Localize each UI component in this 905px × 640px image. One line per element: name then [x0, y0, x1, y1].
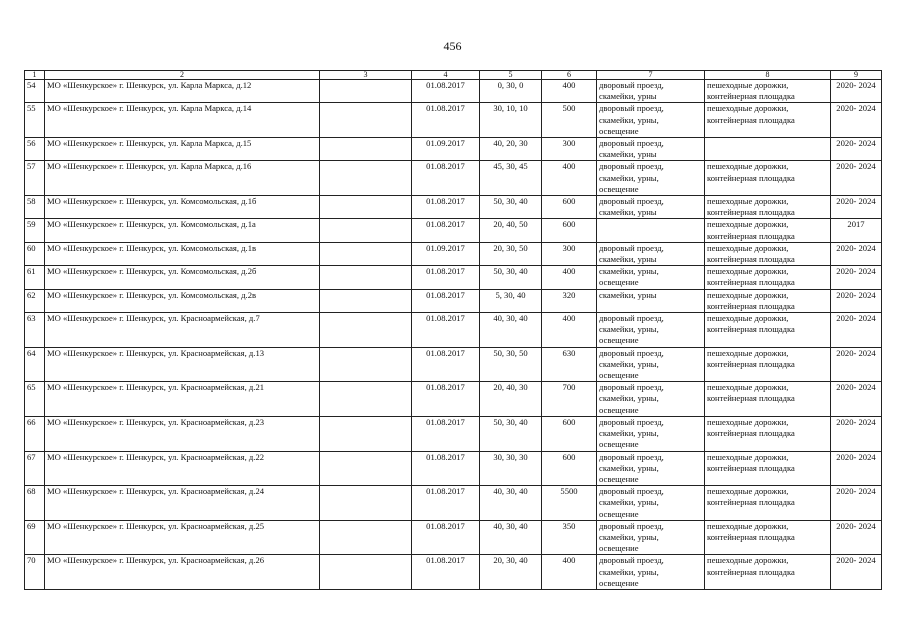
table-row	[25, 313, 882, 348]
column-3-cell	[320, 451, 412, 486]
works-list-1-cell: дворовый проезд, скамейки, урны	[597, 138, 705, 161]
period-cell: 2020- 2024	[831, 313, 882, 348]
table-row	[25, 219, 882, 242]
works-list-2-cell: пешеходные дорожки, контейнерная площадка	[705, 219, 831, 242]
table-row	[25, 451, 882, 486]
date-cell: 01.08.2017	[412, 382, 480, 417]
row-number: 56	[25, 138, 45, 161]
address-cell: МО «Шенкурское» г. Шенкурск, ул. Красноармейская, д.22	[45, 451, 320, 486]
area-cell: 700	[542, 382, 597, 417]
works-list-1-cell: дворовый проезд, скамейки, урны	[597, 196, 705, 219]
row-number: 57	[25, 161, 45, 196]
table-row	[25, 242, 882, 265]
area-cell: 600	[542, 451, 597, 486]
column-3-cell	[320, 347, 412, 382]
date-cell: 01.08.2017	[412, 80, 480, 103]
dimensions-cell: 50, 30, 40	[480, 266, 542, 289]
dimensions-cell: 40, 20, 30	[480, 138, 542, 161]
works-list-2-cell: пешеходные дорожки, контейнерная площадка	[705, 486, 831, 521]
works-list-2-cell: пешеходные дорожки, контейнерная площадка	[705, 347, 831, 382]
column-3-cell	[320, 555, 412, 590]
address-cell: МО «Шенкурское» г. Шенкурск, ул. Карла Маркса, д.15	[45, 138, 320, 161]
column-3-cell	[320, 313, 412, 348]
row-number: 59	[25, 219, 45, 242]
address-cell: МО «Шенкурское» г. Шенкурск, ул. Красноармейская, д.24	[45, 486, 320, 521]
address-cell: МО «Шенкурское» г. Шенкурск, ул. Карла Маркса, д.14	[45, 103, 320, 138]
dimensions-cell: 50, 30, 40	[480, 416, 542, 451]
column-header: 4	[412, 71, 480, 80]
area-cell: 600	[542, 219, 597, 242]
area-cell: 400	[542, 555, 597, 590]
date-cell: 01.08.2017	[412, 520, 480, 555]
row-number: 55	[25, 103, 45, 138]
row-number: 54	[25, 80, 45, 103]
dimensions-cell: 30, 30, 30	[480, 451, 542, 486]
date-cell: 01.09.2017	[412, 242, 480, 265]
column-header: 1	[25, 71, 45, 80]
dimensions-cell: 30, 10, 10	[480, 103, 542, 138]
area-cell: 600	[542, 416, 597, 451]
period-cell: 2020- 2024	[831, 555, 882, 590]
date-cell: 01.08.2017	[412, 161, 480, 196]
dimensions-cell: 50, 30, 50	[480, 347, 542, 382]
period-cell: 2020- 2024	[831, 266, 882, 289]
dimensions-cell: 40, 30, 40	[480, 313, 542, 348]
works-list-1-cell: дворовый проезд, скамейки, урны, освещение	[597, 555, 705, 590]
column-3-cell	[320, 289, 412, 312]
row-number: 63	[25, 313, 45, 348]
dimensions-cell: 20, 30, 50	[480, 242, 542, 265]
dimensions-cell: 50, 30, 40	[480, 196, 542, 219]
column-header: 7	[597, 71, 705, 80]
area-cell: 300	[542, 138, 597, 161]
table-row	[25, 266, 882, 289]
works-list-2-cell: пешеходные дорожки, контейнерная площадка	[705, 242, 831, 265]
area-cell: 350	[542, 520, 597, 555]
works-list-1-cell: дворовый проезд, скамейки, урны	[597, 80, 705, 103]
works-list-2-cell: пешеходные дорожки, контейнерная площадка	[705, 80, 831, 103]
row-number: 69	[25, 520, 45, 555]
date-cell: 01.08.2017	[412, 289, 480, 312]
address-cell: МО «Шенкурское» г. Шенкурск, ул. Красноармейская, д.21	[45, 382, 320, 417]
area-cell: 400	[542, 266, 597, 289]
row-number: 68	[25, 486, 45, 521]
table-row	[25, 382, 882, 417]
period-cell: 2020- 2024	[831, 347, 882, 382]
area-cell: 630	[542, 347, 597, 382]
works-list-2-cell: пешеходные дорожки, контейнерная площадка	[705, 520, 831, 555]
address-cell: МО «Шенкурское» г. Шенкурск, ул. Комсомольская, д.2в	[45, 289, 320, 312]
works-list-2-cell: пешеходные дорожки, контейнерная площадка	[705, 196, 831, 219]
period-cell: 2020- 2024	[831, 80, 882, 103]
dimensions-cell: 5, 30, 40	[480, 289, 542, 312]
works-list-2-cell: пешеходные дорожки, контейнерная площадка	[705, 313, 831, 348]
row-number: 62	[25, 289, 45, 312]
row-number: 70	[25, 555, 45, 590]
column-header: 8	[705, 71, 831, 80]
area-cell: 600	[542, 196, 597, 219]
works-list-1-cell: дворовый проезд, скамейки, урны, освещение	[597, 161, 705, 196]
period-cell: 2020- 2024	[831, 486, 882, 521]
date-cell: 01.08.2017	[412, 103, 480, 138]
dimensions-cell: 40, 30, 40	[480, 486, 542, 521]
period-cell: 2017	[831, 219, 882, 242]
address-cell: МО «Шенкурское» г. Шенкурск, ул. Комсомольская, д.1в	[45, 242, 320, 265]
row-number: 65	[25, 382, 45, 417]
table-row	[25, 161, 882, 196]
works-list-1-cell: дворовый проезд, скамейки, урны, освещение	[597, 347, 705, 382]
period-cell: 2020- 2024	[831, 520, 882, 555]
period-cell: 2020- 2024	[831, 289, 882, 312]
works-list-1-cell: дворовый проезд, скамейки, урны, освещение	[597, 382, 705, 417]
column-3-cell	[320, 196, 412, 219]
works-list-1-cell: скамейки, урны	[597, 289, 705, 312]
date-cell: 01.08.2017	[412, 555, 480, 590]
date-cell: 01.09.2017	[412, 138, 480, 161]
column-header: 6	[542, 71, 597, 80]
area-cell: 400	[542, 80, 597, 103]
area-cell: 300	[542, 242, 597, 265]
column-3-cell	[320, 266, 412, 289]
period-cell: 2020- 2024	[831, 451, 882, 486]
area-cell: 400	[542, 161, 597, 196]
table-row	[25, 196, 882, 219]
area-cell: 400	[542, 313, 597, 348]
dimensions-cell: 20, 30, 40	[480, 555, 542, 590]
period-cell: 2020- 2024	[831, 382, 882, 417]
table-row	[25, 80, 882, 103]
row-number: 58	[25, 196, 45, 219]
works-list-2-cell: пешеходные дорожки, контейнерная площадка	[705, 382, 831, 417]
date-cell: 01.08.2017	[412, 416, 480, 451]
table-row	[25, 416, 882, 451]
address-cell: МО «Шенкурское» г. Шенкурск, ул. Красноармейская, д.23	[45, 416, 320, 451]
works-list-2-cell: пешеходные дорожки, контейнерная площадка	[705, 555, 831, 590]
date-cell: 01.08.2017	[412, 196, 480, 219]
column-3-cell	[320, 80, 412, 103]
dimensions-cell: 20, 40, 30	[480, 382, 542, 417]
improvement-table	[24, 70, 882, 590]
works-list-1-cell: дворовый проезд, скамейки, урны, освещение	[597, 451, 705, 486]
date-cell: 01.08.2017	[412, 347, 480, 382]
row-number: 61	[25, 266, 45, 289]
table-row	[25, 138, 882, 161]
table-row	[25, 555, 882, 590]
works-list-1-cell: дворовый проезд, скамейки, урны, освещение	[597, 486, 705, 521]
address-cell: МО «Шенкурское» г. Шенкурск, ул. Красноармейская, д.7	[45, 313, 320, 348]
works-list-2-cell: пешеходные дорожки, контейнерная площадка	[705, 416, 831, 451]
column-3-cell	[320, 486, 412, 521]
column-3-cell	[320, 520, 412, 555]
column-3-cell	[320, 219, 412, 242]
row-number: 60	[25, 242, 45, 265]
address-cell: МО «Шенкурское» г. Шенкурск, ул. Красноармейская, д.26	[45, 555, 320, 590]
table-body	[25, 71, 882, 590]
dimensions-cell: 45, 30, 45	[480, 161, 542, 196]
address-cell: МО «Шенкурское» г. Шенкурск, ул. Карла Маркса, д.12	[45, 80, 320, 103]
column-header: 9	[831, 71, 882, 80]
row-number: 66	[25, 416, 45, 451]
table-row	[25, 103, 882, 138]
works-list-1-cell	[597, 219, 705, 242]
period-cell: 2020- 2024	[831, 138, 882, 161]
works-list-2-cell: пешеходные дорожки, контейнерная площадка	[705, 451, 831, 486]
address-cell: МО «Шенкурское» г. Шенкурск, ул. Красноармейская, д.13	[45, 347, 320, 382]
dimensions-cell: 40, 30, 40	[480, 520, 542, 555]
address-cell: МО «Шенкурское» г. Шенкурск, ул. Красноармейская, д.25	[45, 520, 320, 555]
dimensions-cell: 0, 30, 0	[480, 80, 542, 103]
column-3-cell	[320, 382, 412, 417]
column-number-row	[25, 71, 882, 80]
column-3-cell	[320, 416, 412, 451]
column-header: 3	[320, 71, 412, 80]
period-cell: 2020- 2024	[831, 416, 882, 451]
works-list-1-cell: дворовый проезд, скамейки, урны, освещение	[597, 416, 705, 451]
date-cell: 01.08.2017	[412, 313, 480, 348]
table-row	[25, 289, 882, 312]
date-cell: 01.08.2017	[412, 451, 480, 486]
column-3-cell	[320, 138, 412, 161]
address-cell: МО «Шенкурское» г. Шенкурск, ул. Комсомольская, д.1б	[45, 196, 320, 219]
period-cell: 2020- 2024	[831, 103, 882, 138]
period-cell: 2020- 2024	[831, 196, 882, 219]
works-list-1-cell: дворовый проезд, скамейки, урны, освещение	[597, 520, 705, 555]
works-list-1-cell: дворовый проезд, скамейки, урны, освещение	[597, 103, 705, 138]
row-number: 64	[25, 347, 45, 382]
column-3-cell	[320, 242, 412, 265]
column-3-cell	[320, 103, 412, 138]
works-list-1-cell: дворовый проезд, скамейки, урны	[597, 242, 705, 265]
works-list-1-cell: дворовый проезд, скамейки, урны, освещение	[597, 313, 705, 348]
page-number: 456	[443, 39, 462, 53]
column-header: 5	[480, 71, 542, 80]
address-cell: МО «Шенкурское» г. Шенкурск, ул. Комсомольская, д.2б	[45, 266, 320, 289]
period-cell: 2020- 2024	[831, 161, 882, 196]
table-row	[25, 486, 882, 521]
date-cell: 01.08.2017	[412, 266, 480, 289]
area-cell: 5500	[542, 486, 597, 521]
works-list-2-cell: пешеходные дорожки, контейнерная площадка	[705, 266, 831, 289]
table-row	[25, 520, 882, 555]
column-header: 2	[45, 71, 320, 80]
works-list-1-cell: скамейки, урны, освещение	[597, 266, 705, 289]
area-cell: 320	[542, 289, 597, 312]
row-number: 67	[25, 451, 45, 486]
works-list-2-cell: пешеходные дорожки, контейнерная площадка	[705, 289, 831, 312]
works-list-2-cell: пешеходные дорожки, контейнерная площадка	[705, 103, 831, 138]
date-cell: 01.08.2017	[412, 219, 480, 242]
works-list-2-cell	[705, 138, 831, 161]
works-list-2-cell: пешеходные дорожки, контейнерная площадка	[705, 161, 831, 196]
area-cell: 500	[542, 103, 597, 138]
dimensions-cell: 20, 40, 50	[480, 219, 542, 242]
period-cell: 2020- 2024	[831, 242, 882, 265]
column-3-cell	[320, 161, 412, 196]
table-row	[25, 347, 882, 382]
date-cell: 01.08.2017	[412, 486, 480, 521]
address-cell: МО «Шенкурское» г. Шенкурск, ул. Карла Маркса, д.16	[45, 161, 320, 196]
address-cell: МО «Шенкурское» г. Шенкурск, ул. Комсомольская, д.1а	[45, 219, 320, 242]
